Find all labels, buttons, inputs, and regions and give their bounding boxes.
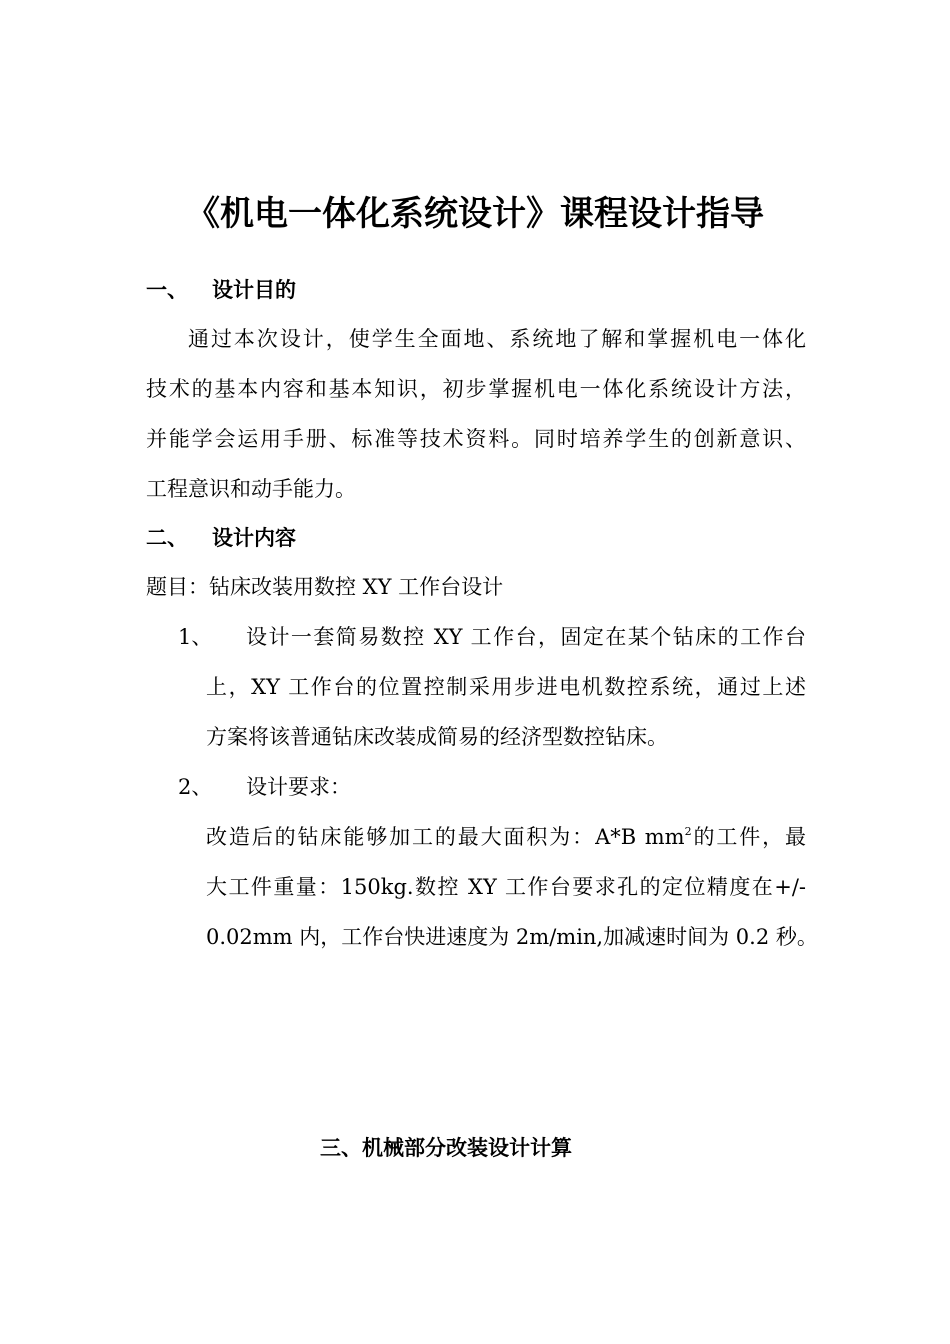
item-1-number: 1、 bbox=[178, 625, 213, 649]
item-2-label: 设计要求： bbox=[246, 775, 351, 799]
section-1-line-1: 通过本次设计，使学生全面地、系统地了解和掌握机电一体化 bbox=[188, 327, 806, 351]
section-2-heading: 设计内容 bbox=[212, 526, 296, 550]
requirement-line-1-post: 的工件，最 bbox=[691, 825, 806, 849]
item-1-line-3: 方案将该普通钻床改装成简易的经济型数控钻床。 bbox=[206, 725, 668, 749]
requirement-line-1-pre: 改造后的钻床能够加工的最大面积为：A*B mm bbox=[206, 825, 685, 849]
requirement-line-3: 0.02mm 内，工作台快进速度为 2m/min,加减速时间为 0.2 秒。 bbox=[206, 925, 818, 949]
section-1-line-4: 工程意识和动手能力。 bbox=[146, 477, 356, 501]
section-3-heading: 三、机械部分改装设计计算 bbox=[320, 1136, 572, 1160]
page-title: 《机电一体化系统设计》课程设计指导 bbox=[186, 194, 764, 234]
section-1-line-2: 技术的基本内容和基本知识，初步掌握机电一体化系统设计方法， bbox=[146, 377, 806, 401]
section-2-number: 二、 bbox=[146, 526, 188, 550]
requirement-line-1 bbox=[206, 822, 806, 852]
superscript-2: 2 bbox=[684, 825, 692, 838]
item-2-number: 2、 bbox=[178, 775, 213, 799]
section-1-number: 一、 bbox=[146, 278, 188, 302]
section-1-heading: 设计目的 bbox=[212, 278, 296, 302]
requirement-line-2: 大工件重量：150kg.数控 XY 工作台要求孔的定位精度在+/- bbox=[206, 875, 806, 899]
section-1-line-3: 并能学会运用手册、标准等技术资料。同时培养学生的创新意识、 bbox=[146, 427, 806, 451]
design-topic: 题目：钻床改装用数控 XY 工作台设计 bbox=[146, 575, 504, 599]
item-1-line-1: 设计一套简易数控 XY 工作台，固定在某个钻床的工作台 bbox=[246, 625, 806, 649]
item-1-line-2: 上，XY 工作台的位置控制采用步进电机数控系统，通过上述 bbox=[206, 675, 806, 699]
